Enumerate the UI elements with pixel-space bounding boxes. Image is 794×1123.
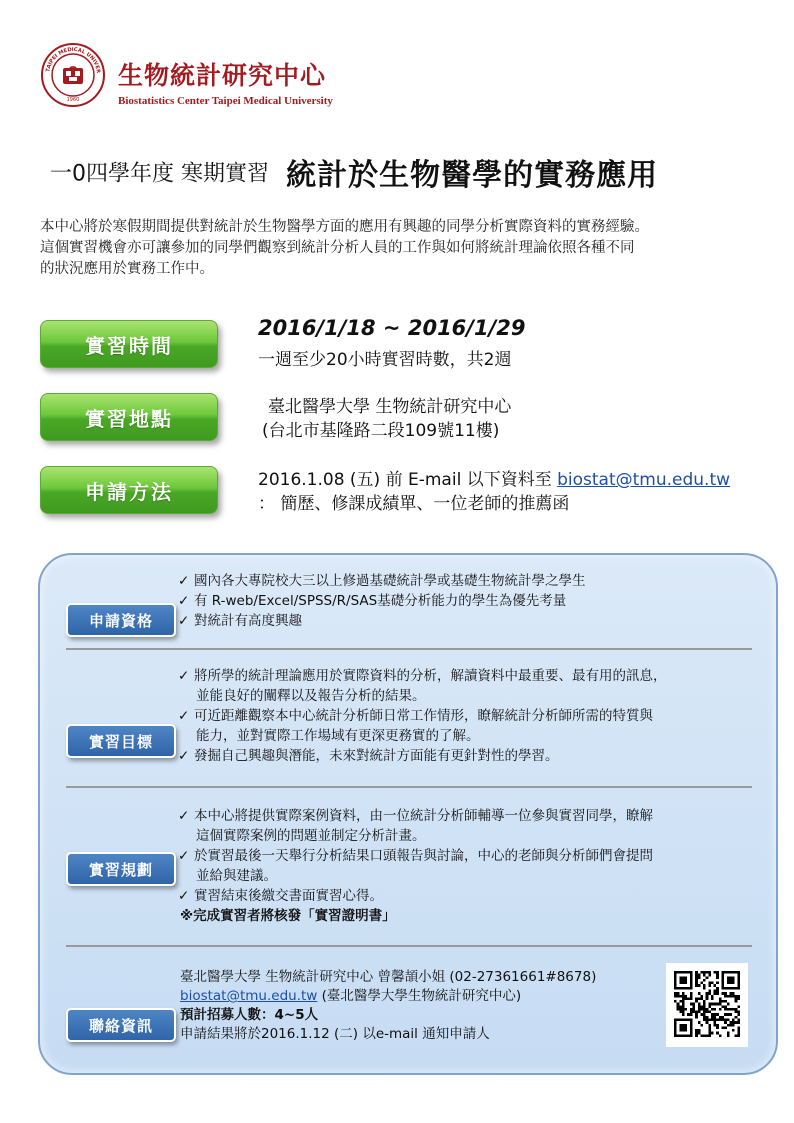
contact-email-link[interactable]: biostat@tmu.edu.tw	[180, 988, 318, 1004]
result-notice: 申請結果將於2016.1.12 (二) 以e-mail 通知申請人	[180, 1026, 490, 1042]
intro-line: 這個實習機會亦可讓參加的同學們觀察到統計分析人員的工作與如何將統計理論依照各種不同	[40, 240, 635, 256]
period-note: 一週至少20小時實習時數，共2週	[258, 350, 512, 370]
contact-email-line: biostat@tmu.edu.tw (臺北醫學大學生物統計研究中心)	[180, 988, 522, 1004]
contact-person: 臺北醫學大學 生物統計研究中心 曾馨頡小姐 (02-27361661#8678)	[180, 969, 597, 985]
qualifications-label-button: 申請資格	[66, 603, 176, 637]
location-line2: (台北市基隆路二段109號11樓)	[262, 421, 500, 441]
logo-year: 1960	[66, 97, 80, 103]
list-item: ✓ 對統計有高度興趣	[178, 613, 302, 629]
org-name-english: Biostatistics Center Taipei Medical University	[118, 95, 333, 107]
list-item: ✓ 國內各大專院校大三以上修過基礎統計學或基礎生物統計學之學生	[178, 573, 586, 589]
check-icon: ✓	[178, 848, 190, 864]
headline-prefix: 一0四學年度 寒期實習	[50, 161, 269, 187]
org-name: 生物統計研究中心	[118, 61, 327, 90]
list-item: ✓ 本中心將提供實際案例資料，由一位統計分析師輔導一位參與實習同學，瞭解	[178, 808, 653, 824]
list-item-continuation: 能力，並對實際工作場域有更深更務實的了解。	[196, 728, 480, 744]
period-dates: 2016/1/18 ~ 2016/1/29	[258, 316, 526, 340]
intro-line: 本中心將於寒假期間提供對統計於生物醫學方面的應用有興趣的同學分析實際資料的實務經驗。	[40, 219, 649, 235]
university-logo	[40, 42, 106, 108]
apply-line2: ： 簡歷、修課成績單、一位老師的推薦函	[258, 494, 570, 514]
logo-ring-text: TAIPEI MEDICAL UNIVER	[45, 46, 101, 74]
plan-label-button: 實習規劃	[66, 852, 176, 886]
check-icon: ✓	[178, 708, 190, 724]
check-icon: ✓	[178, 748, 190, 764]
location-label-button: 實習地點	[40, 393, 218, 441]
apply-label-button: 申請方法	[40, 466, 218, 514]
certificate-note: ※完成實習者將核發「實習證明書」	[180, 908, 396, 924]
contact-info	[180, 968, 596, 1044]
page-headline	[50, 150, 658, 194]
qr-code	[666, 963, 748, 1047]
list-item: ✓ 可近距離觀察本中心統計分析師日常工作情形，瞭解統計分析師所需的特質與	[178, 708, 653, 724]
apply-email-link[interactable]: biostat@tmu.edu.tw	[557, 470, 731, 490]
check-icon: ✓	[178, 593, 190, 609]
apply-line1	[258, 468, 730, 492]
panel-divider	[66, 945, 752, 947]
list-item-continuation: 並能良好的闡釋以及報告分析的結果。	[196, 688, 426, 704]
list-item: ✓ 發掘自己興趣與潛能，未來對統計方面能有更針對性的學習。	[178, 748, 559, 764]
plan-list	[178, 806, 653, 926]
contact-label-button: 聯絡資訊	[66, 1008, 176, 1042]
qr-code-icon	[674, 971, 740, 1037]
location-line1: 臺北醫學大學 生物統計研究中心	[268, 397, 512, 417]
list-item: ✓ 實習結束後繳交書面實習心得。	[178, 888, 383, 904]
list-item: ✓ 於實習最後一天舉行分析結果口頭報告與討論，中心的老師與分析師們會提問	[178, 848, 653, 864]
recruit-count: 預計招募人數：4~5人	[180, 1007, 319, 1023]
period-label-button: 實習時間	[40, 320, 218, 368]
apply-deadline-text: 2016.1.08 (五) 前 E-mail 以下資料至	[258, 470, 558, 490]
intro-paragraph	[40, 217, 760, 280]
list-item-continuation: 並給與建議。	[196, 868, 277, 884]
list-item-continuation: 這個實際案例的問題並制定分析計畫。	[196, 828, 426, 844]
check-icon: ✓	[178, 808, 190, 824]
list-item: ✓ 將所學的統計理論應用於實際資料的分析，解讀資料中最重要、最有用的訊息，	[178, 668, 667, 684]
check-icon: ✓	[178, 613, 190, 629]
panel-divider	[66, 786, 752, 788]
check-icon: ✓	[178, 573, 190, 589]
qualifications-list	[178, 571, 586, 631]
headline-title: 統計於生物醫學的實務應用	[286, 158, 659, 193]
intro-line: 的狀況應用於實務工作中。	[40, 261, 214, 277]
check-icon: ✓	[178, 668, 190, 684]
goals-label-button: 實習目標	[66, 724, 176, 758]
goals-list	[178, 666, 667, 766]
panel-divider	[66, 648, 752, 650]
list-item: ✓ 有 R-web/Excel/SPSS/R/SAS基礎分析能力的學生為優先考量	[178, 593, 567, 609]
check-icon: ✓	[178, 888, 190, 904]
